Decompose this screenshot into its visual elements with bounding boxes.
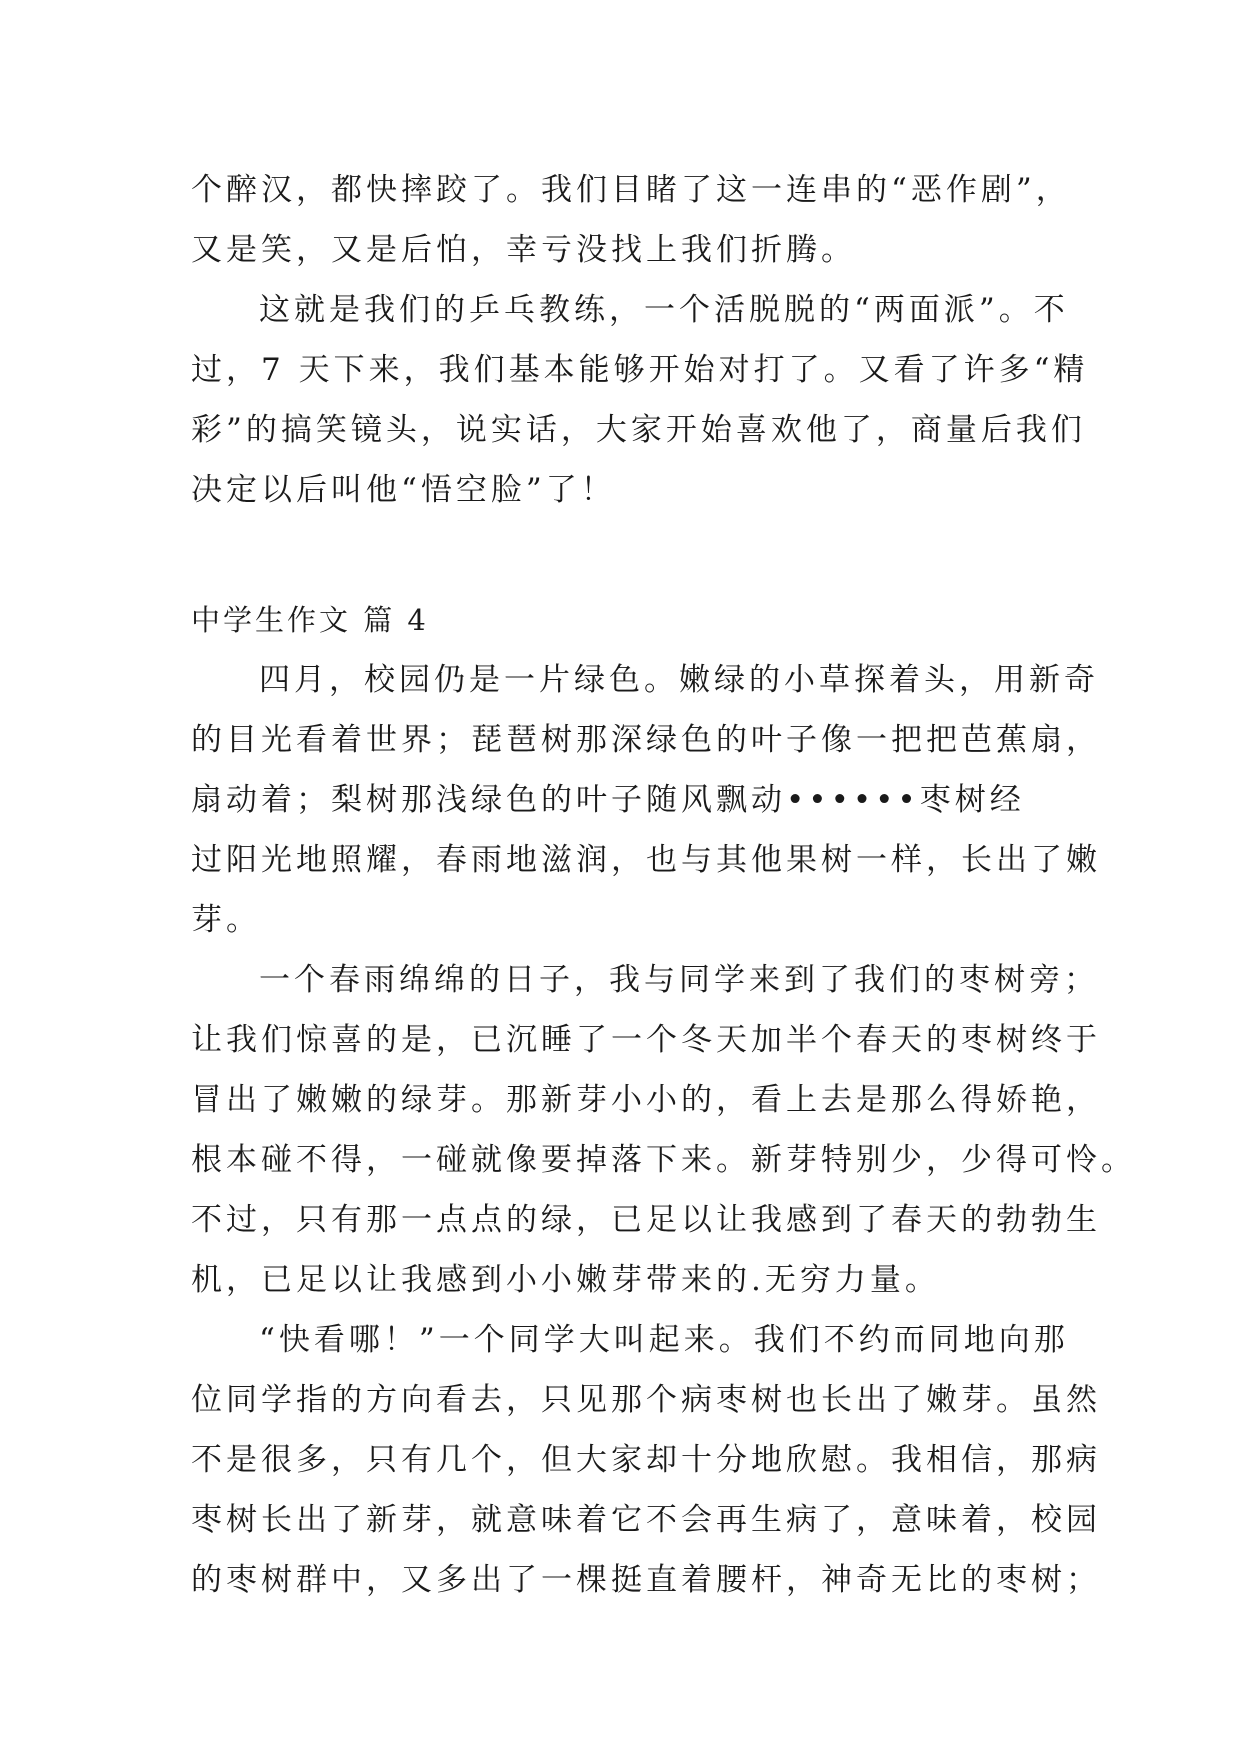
section-heading: 中学生作文 篇 4 xyxy=(191,603,429,637)
paragraph xyxy=(191,280,1089,520)
text-line: 四月，校园仍是一片绿色。嫩绿的小草探着头，用新奇 xyxy=(259,662,1099,698)
text-line: 的枣树群中，又多出了一棵挺直着腰杆，神奇无比的枣树； xyxy=(191,1562,1101,1598)
article-body xyxy=(191,160,1136,1610)
text-line: 的目光看着世界；琵琶树那深绿色的叶子像一把把芭蕉扇， xyxy=(191,722,1101,758)
text-line: 过，7 天下来，我们基本能够开始对打了。又看了许多“精 xyxy=(191,352,1089,388)
paragraph xyxy=(191,950,1136,1310)
text-line: 芽。 xyxy=(191,902,261,938)
paragraph xyxy=(191,650,1101,950)
text-line: 个醉汉，都快摔跤了。我们目睹了这一连串的“恶作剧”， xyxy=(191,172,1071,208)
text-line: 位同学指的方向看去，只见那个病枣树也长出了嫩芽。虽然 xyxy=(191,1382,1101,1418)
section-spacer xyxy=(191,520,1071,590)
text-line: 决定以后叫他“悟空脸”了！ xyxy=(191,472,616,508)
paragraph xyxy=(191,160,1071,280)
text-line: 过阳光地照耀，春雨地滋润，也与其他果树一样，长出了嫩 xyxy=(191,842,1101,878)
paragraph xyxy=(191,1310,1101,1610)
text-line: 根本碰不得，一碰就像要掉落下来。新芽特别少，少得可怜。 xyxy=(191,1142,1136,1178)
text-line: 一个春雨绵绵的日子，我与同学来到了我们的枣树旁； xyxy=(259,962,1099,998)
text-line: “快看哪！”一个同学大叫起来。我们不约而同地向那 xyxy=(259,1322,1069,1358)
text-line: 机，已足以让我感到小小嫩芽带来的.无穷力量。 xyxy=(191,1262,940,1298)
text-line: 枣树长出了新芽，就意味着它不会再生病了，意味着，校园 xyxy=(191,1502,1101,1538)
text-line: 这就是我们的乒乓教练，一个活脱脱的“两面派”。不 xyxy=(259,292,1069,328)
text-line: 不过，只有那一点点的绿，已足以让我感到了春天的勃勃生 xyxy=(191,1202,1101,1238)
text-line: 彩”的搞笑镜头，说实话，大家开始喜欢他了，商量后我们 xyxy=(191,412,1086,448)
text-line: 冒出了嫩嫩的绿芽。那新芽小小的，看上去是那么得娇艳， xyxy=(191,1082,1101,1118)
text-line: 不是很多，只有几个，但大家却十分地欣慰。我相信，那病 xyxy=(191,1442,1101,1478)
text-line: 让我们惊喜的是，已沉睡了一个冬天加半个春天的枣树终于 xyxy=(191,1022,1101,1058)
text-line: 又是笑，又是后怕，幸亏没找上我们折腾。 xyxy=(191,232,856,268)
text-line: 扇动着；梨树那浅绿色的叶子随风飘动••••••枣树经 xyxy=(191,782,1025,818)
